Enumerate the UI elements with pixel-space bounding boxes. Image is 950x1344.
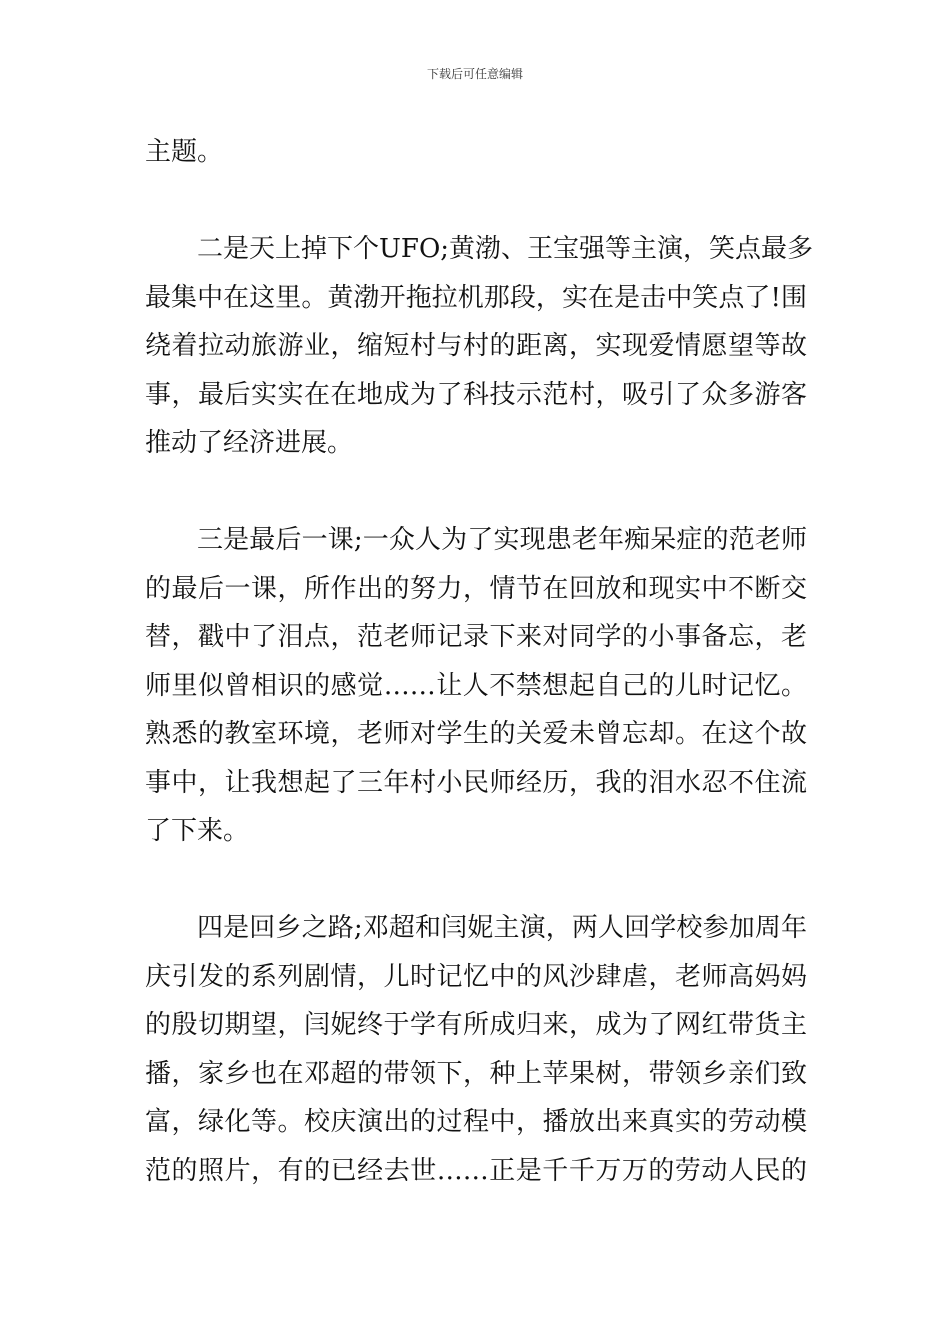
paragraph-gap — [145, 468, 807, 517]
text-line: 事中，让我想起了三年村小民师经历，我的泪水忍不住流 — [145, 767, 807, 798]
paragraph-3-line-1: 三是最后一课;一众人为了实现患老年痴呆症的范老师 — [197, 525, 807, 555]
paragraph-4-line-1: 四是回乡之路;邓超和闫妮主演，两人回学校参加周年 — [197, 913, 807, 943]
text-line: 师里似曾相识的感觉……让人不禁想起自己的儿时记忆。 — [145, 670, 807, 701]
text-line: 播，家乡也在邓超的带领下，种上苹果树，带领乡亲们致 — [145, 1058, 807, 1089]
text-line: 富，绿化等。校庆演出的过程中，播放出来真实的劳动模 — [145, 1107, 807, 1137]
text-line: 庆引发的系列剧情，儿时记忆中的风沙肆虐，老师高妈妈 — [145, 961, 807, 992]
text-line: 最集中在这里。黄渤开拖拉机那段，实在是击中笑点了!围 — [145, 282, 807, 313]
text-line: 的殷切期望，闫妮终于学有所成归来，成为了网红带货主 — [145, 1010, 807, 1040]
paragraph-2-line-1: 二是天上掉下个UFO;黄渤、王宝强等主演，笑点最多 — [197, 234, 814, 264]
text-line: 了下来。 — [145, 816, 250, 846]
text-line: 主题。 — [145, 137, 224, 167]
text-line: 事，最后实实在在地成为了科技示范村，吸引了众多游客 — [145, 379, 807, 410]
page-header: 下载后可任意编辑 — [426, 67, 523, 81]
document-body — [145, 128, 814, 1195]
paragraph-gap — [145, 856, 807, 905]
text-line: 范的照片，有的已经去世……正是千千万万的劳动人民的 — [145, 1155, 807, 1186]
text-line: 推动了经济进展。 — [145, 428, 354, 458]
paragraph-gap — [145, 177, 807, 226]
text-line: 替，戳中了泪点，范老师记录下来对同学的小事备忘，老 — [145, 622, 807, 652]
text-line: 绕着拉动旅游业，缩短村与村的距离，实现爱情愿望等故 — [145, 331, 807, 361]
text-line: 熟悉的教室环境，老师对学生的关爱未曾忘却。在这个故 — [145, 719, 807, 749]
text-line: 的最后一课，所作出的努力，情节在回放和现实中不断交 — [145, 573, 807, 604]
